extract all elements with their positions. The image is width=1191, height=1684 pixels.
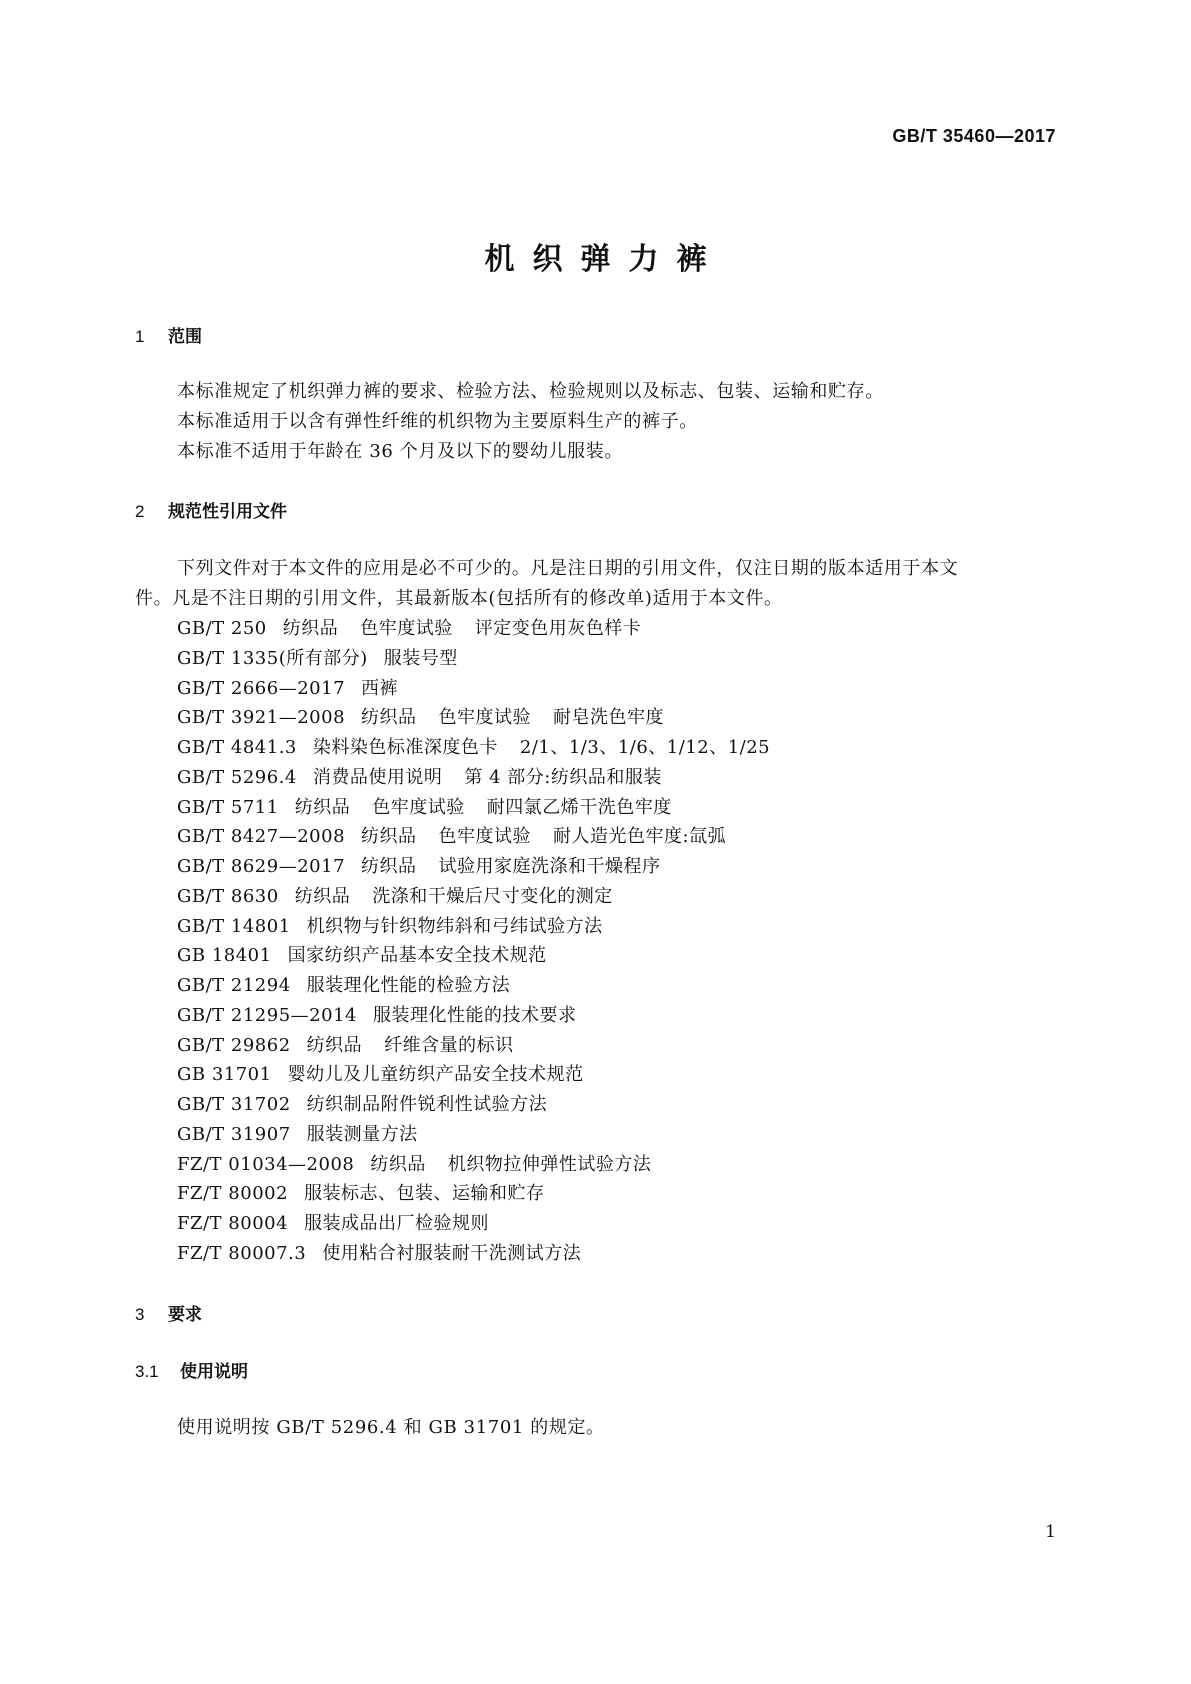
page-number: 1 (1045, 1522, 1056, 1542)
paragraph: 本标准不适用于年龄在 36 个月及以下的婴幼儿服装。 (177, 441, 623, 462)
reference-code: GB/T 1335(所有部分) (177, 647, 368, 669)
reference-code: GB/T 8629—2017 (177, 856, 346, 877)
paragraph: 下列文件对于本文件的应用是必不可少的。凡是注日期的引用文件，仅注日期的版本适用于本文 (177, 558, 959, 579)
reference-item (177, 793, 694, 819)
reference-item (177, 1150, 673, 1176)
reference-title-part: 使用粘合衬服装耐干洗测试方法 (322, 1242, 582, 1264)
reference-item (177, 614, 663, 640)
section-3-1-heading (135, 1357, 248, 1382)
paragraph: 本标准规定了机织弹力裤的要求、检验方法、检验规则以及标志、包装、运输和贮存。 (177, 381, 884, 402)
reference-code: FZ/T 80007.3 (177, 1242, 307, 1264)
section-number: 3 (135, 1305, 145, 1324)
reference-title-part: 2/1、1/3、1/6、1/12、1/25 (519, 737, 771, 758)
reference-title-part: 纺织品 (361, 707, 417, 729)
reference-title-part: 纺织品 (294, 885, 351, 907)
reference-title-part: 耐皂洗色牢度 (553, 707, 665, 729)
paragraph: 本标准适用于以含有弹性纤维的机织物为主要原料生产的裤子。 (177, 411, 698, 432)
reference-title-part: 服装标志、包装、运输和贮存 (304, 1183, 545, 1205)
section-1-heading (135, 322, 202, 347)
reference-title-part: 洗涤和干燥后尺寸变化的测定 (372, 885, 613, 907)
reference-code: GB/T 8427—2008 (177, 826, 346, 848)
reference-title-part: 西裤 (361, 677, 399, 699)
section-title: 要求 (168, 1305, 202, 1325)
reference-title-part: 服装成品出厂检验规则 (304, 1213, 490, 1234)
reference-title-part: 色牢度试验 (360, 618, 453, 639)
reference-title-part: 纺织品 (294, 796, 351, 818)
reference-code: FZ/T 80004 (177, 1213, 289, 1234)
document-title: 机织弹力裤 (484, 242, 725, 277)
reference-code: GB/T 5711 (177, 796, 279, 818)
reference-item (177, 733, 792, 759)
reference-code: GB/T 2666—2017 (177, 677, 346, 699)
reference-item (177, 1090, 569, 1116)
reference-title-part: 色牢度试验 (438, 826, 532, 848)
reference-item (177, 1179, 567, 1205)
reference-title-part: 纺织品 (306, 1034, 363, 1056)
reference-title-part: 纤维含量的标识 (384, 1034, 514, 1056)
reference-title-part: 服装理化性能的检验方法 (306, 975, 511, 996)
reference-title-part: 服装号型 (383, 647, 458, 669)
reference-title-part: 耐人造光色牢度:氙弧 (553, 826, 727, 848)
reference-code: GB/T 5296.4 (177, 766, 297, 788)
reference-title-part: 纺织制品附件锐利性试验方法 (306, 1094, 548, 1115)
reference-code: FZ/T 01034—2008 (177, 1153, 355, 1175)
reference-title-part: 婴幼儿及儿童纺织产品安全技术规范 (287, 1064, 584, 1086)
reference-item (177, 1060, 606, 1086)
reference-item (177, 822, 748, 848)
reference-title-part: 色牢度试验 (372, 796, 465, 818)
reference-item (177, 1001, 598, 1027)
reference-code: FZ/T 80002 (177, 1183, 289, 1205)
reference-title-part: 国家纺织产品基本安全技术规范 (287, 945, 547, 967)
paragraph: 使用说明按 GB/T 5296.4 和 GB 31701 的规定。 (177, 1417, 605, 1438)
reference-title-part: 色牢度试验 (438, 707, 532, 729)
reference-code: GB/T 29862 (177, 1034, 291, 1056)
reference-title-part: 耐四氯乙烯干洗色牢度 (486, 796, 672, 818)
reference-item (177, 674, 420, 700)
section-2-heading (135, 497, 287, 522)
reference-item (177, 1239, 603, 1265)
reference-code: GB/T 250 (177, 618, 267, 639)
section-number: 3.1 (135, 1362, 159, 1381)
reference-item (177, 1031, 536, 1057)
section-title: 范围 (168, 327, 202, 347)
paragraph: 件。凡是不注日期的引用文件，其最新版本(包括所有的修改单)适用于本文件。 (135, 588, 783, 609)
reference-code: GB/T 14801 (177, 915, 291, 937)
reference-item (177, 852, 683, 878)
reference-title-part: 纺织品 (282, 618, 339, 639)
reference-title-part: 机织物与针织物纬斜和弓纬试验方法 (306, 915, 603, 937)
reference-item (177, 882, 635, 908)
reference-code: GB/T 31907 (177, 1123, 291, 1145)
reference-item (177, 1209, 511, 1235)
reference-title-part: 服装理化性能的技术要求 (372, 1004, 577, 1026)
reference-code: GB/T 3921—2008 (177, 707, 346, 729)
reference-title-part: 试验用家庭洗涤和干燥程序 (438, 856, 661, 877)
reference-code: GB 18401 (177, 945, 272, 967)
reference-code: GB/T 21294 (177, 975, 291, 996)
reference-item (177, 644, 480, 670)
reference-title-part: 服装测量方法 (306, 1123, 418, 1145)
section-3-heading (135, 1300, 202, 1325)
reference-code: GB/T 4841.3 (177, 737, 297, 758)
reference-code: GB 31701 (177, 1064, 272, 1086)
reference-item (177, 763, 684, 789)
reference-item (177, 912, 625, 938)
reference-title-part: 消费品使用说明 (312, 766, 443, 788)
reference-title-part: 纺织品 (361, 826, 417, 848)
section-title: 使用说明 (180, 1362, 248, 1382)
reference-title-part: 机织物拉伸弹性试验方法 (447, 1153, 652, 1175)
reference-title-part: 染料染色标准深度色卡 (312, 737, 498, 758)
reference-title-part: 第 4 部分:纺织品和服装 (464, 766, 662, 788)
reference-code: GB/T 31702 (177, 1094, 291, 1115)
section-title: 规范性引用文件 (168, 502, 287, 522)
reference-item (177, 941, 569, 967)
reference-code: GB/T 8630 (177, 885, 279, 907)
reference-item (177, 703, 686, 729)
reference-title-part: 纺织品 (370, 1153, 426, 1175)
standard-number: GB/T 35460—2017 (892, 126, 1056, 146)
reference-title-part: 纺织品 (361, 856, 417, 877)
reference-code: GB/T 21295—2014 (177, 1004, 357, 1026)
section-number: 1 (135, 327, 145, 346)
reference-item (177, 971, 532, 997)
reference-title-part: 评定变色用灰色样卡 (474, 618, 642, 639)
reference-item (177, 1120, 440, 1146)
section-number: 2 (135, 502, 145, 521)
